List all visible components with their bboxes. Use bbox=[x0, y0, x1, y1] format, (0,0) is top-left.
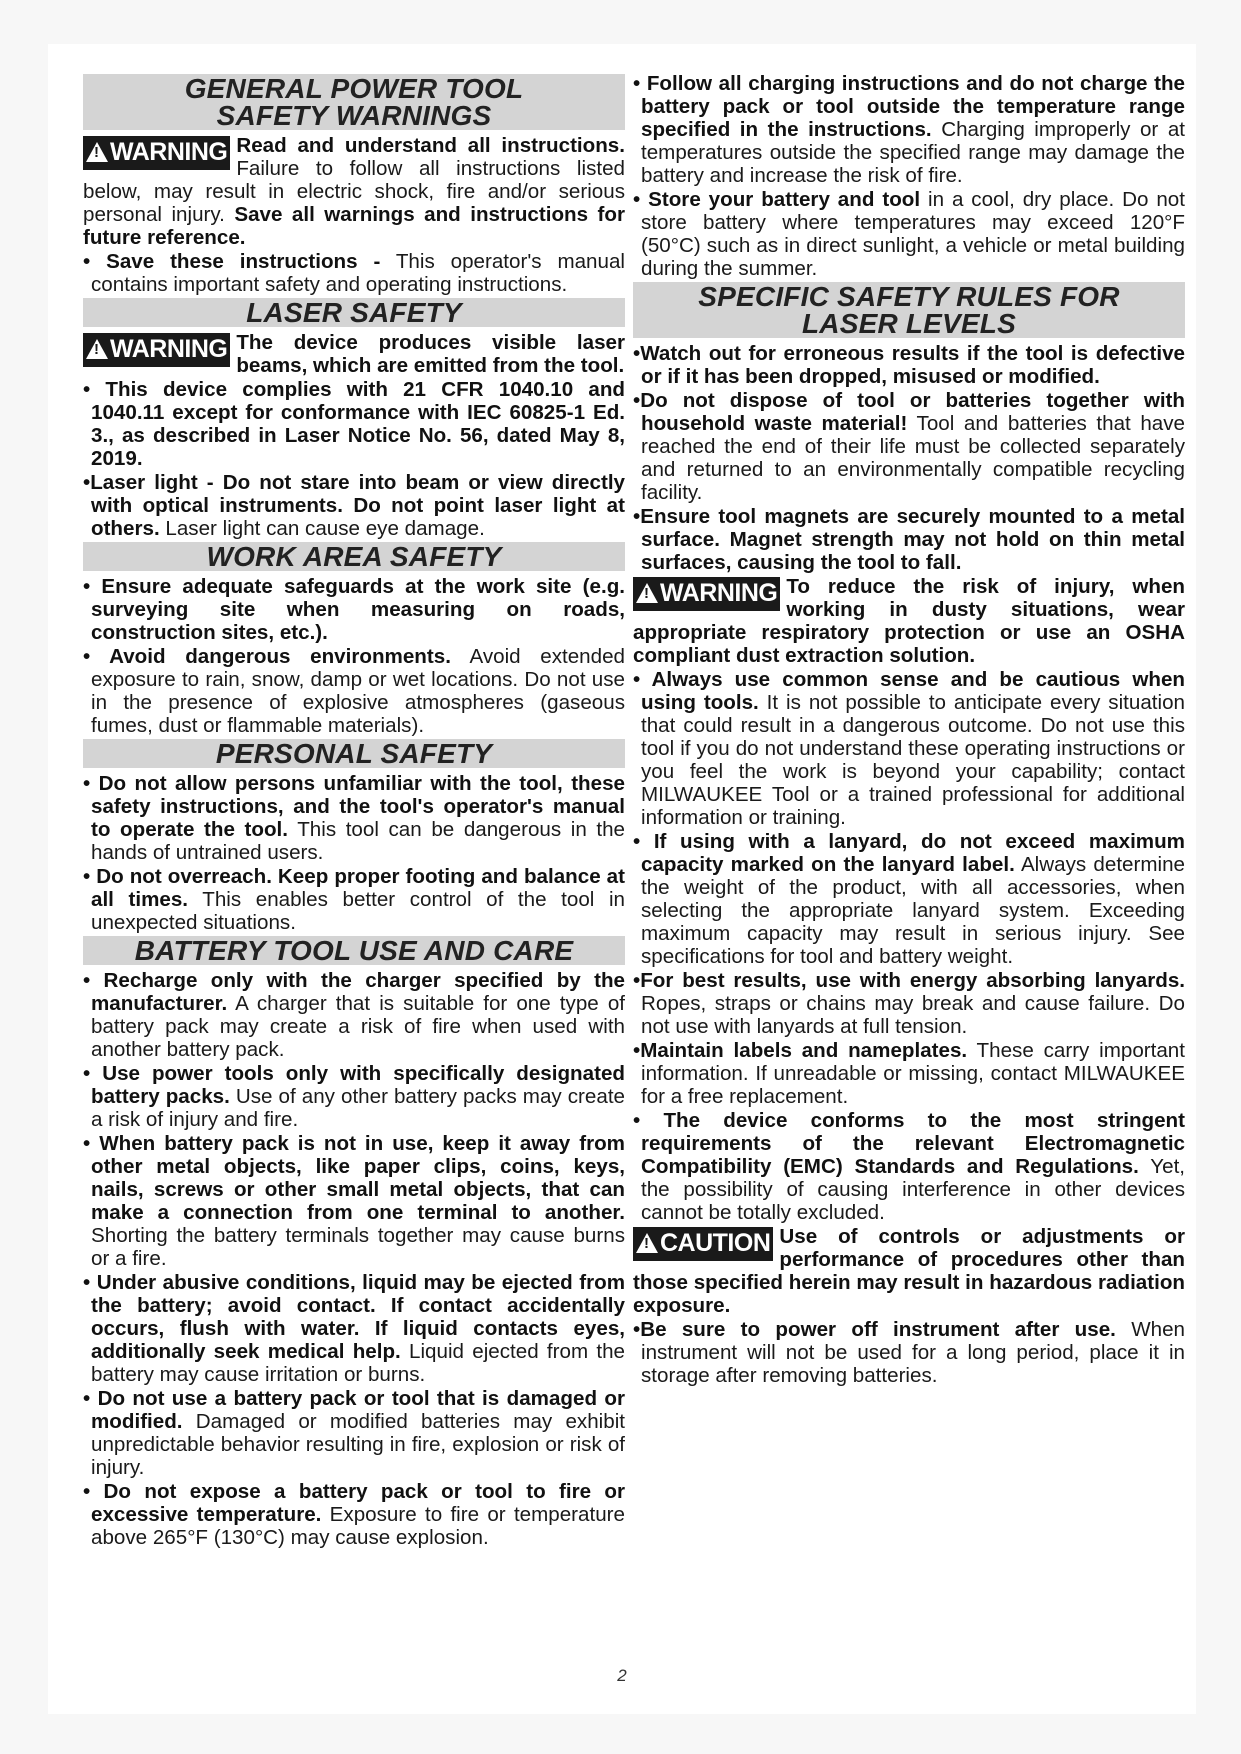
emc-item: • The device conforms to the most stringent requirements of the relevant Electromagnetic Compatibility (EMC) Standards and Regulations. Yet, the possibility of causing interference in other devices cannot be totally excluded. bbox=[633, 1109, 1186, 1224]
general-safety-heading bbox=[83, 74, 625, 130]
laser-safety-heading: LASER SAFETY bbox=[83, 298, 625, 327]
magnets-item: •Ensure tool magnets are securely mounted to a metal surface. Magnet strength may not hold on thin metal surfaces, causing the tool to fall. bbox=[633, 505, 1185, 574]
right-column bbox=[633, 72, 1185, 1388]
lanyard-capacity-item: • If using with a lanyard, do not exceed maximum capacity marked on the lanyard label. Always determine the weight of the product, with all accessories, when selecting the appropriate lanyard system. Exceeding maximum capacity may result in serious injury. See specifications for tool and battery weight. bbox=[633, 830, 1185, 968]
power-off-item: •Be sure to power off instrument after use. When instrument will not be used for a long period, place it in storage after removing batteries. bbox=[633, 1318, 1185, 1387]
keep-away-item: • When battery pack is not in use, keep it away from other metal objects, like paper clips, coins, keys, nails, screws or other small metal objects, that can make a connection from one terminal to another. Shorting the battery terminals together may cause burns or a fire. bbox=[83, 1132, 625, 1270]
energy-absorbing-item: •For best results, use with energy absorbing lanyards. Ropes, straps or chains may break and cause failure. Do not use with lanyards at full tension. bbox=[633, 969, 1185, 1038]
abusive-conditions-item: • Under abusive conditions, liquid may be ejected from the battery; avoid contact. If contact accidentally occurs, flush with water. If liquid contacts eyes, additionally seek medical help. Liquid ejected from the battery may cause irritation or burns. bbox=[83, 1271, 625, 1386]
laser-warning-paragraph: !WARNING The device produces visible laser beams, which are emitted from the tool. bbox=[83, 331, 625, 377]
designated-packs-item: • Use power tools only with specifically designated battery packs. Use of any other battery packs may create a risk of injury and fire. bbox=[83, 1062, 625, 1131]
unfamiliar-persons-item: • Do not allow persons unfamiliar with the tool, these safety instructions, and the tool's operator's manual to operate the tool. This tool can be dangerous in the hands of untrained users. bbox=[83, 772, 626, 864]
recharge-item: • Recharge only with the charger specified by the manufacturer. A charger that is suitable for one type of battery pack may create a risk of fire when used with another battery pack. bbox=[83, 969, 625, 1061]
overreach-item: • Do not overreach. Keep proper footing and balance at all times. This enables better control of the tool in unexpected situations. bbox=[83, 865, 625, 934]
warning-label: !WARNING bbox=[83, 333, 230, 367]
warning-triangle-icon bbox=[636, 583, 658, 603]
disposal-item: •Do not dispose of tool or batteries together with household waste material! Tool and batteries that have reached the end of their life must be collected separately and returned to an environmentally compatible recycling facility. bbox=[633, 389, 1185, 504]
charging-item: • Follow all charging instructions and do not charge the battery pack or tool outside the temperature range specified in the instructions. Charging improperly or at temperatures outside the specified range may damage the battery and increase the risk of fire. bbox=[633, 72, 1185, 187]
personal-safety-heading: PERSONAL SAFETY bbox=[83, 739, 625, 768]
safeguards-item: • Ensure adequate safeguards at the work site (e.g. surveying site when measuring on roads, construction sites, etc.). bbox=[83, 575, 625, 644]
battery-care-heading: BATTERY TOOL USE AND CARE bbox=[83, 936, 625, 965]
heading-line-2: LASER LEVELS bbox=[802, 308, 1016, 339]
warning-label: !WARNING bbox=[633, 577, 780, 611]
heading-line-1: GENERAL POWER TOOL bbox=[184, 73, 524, 104]
warning-triangle-icon bbox=[86, 142, 108, 162]
labels-item: •Maintain labels and nameplates. These carry important information. If unreadable or missing, contact MILWAUKEE for a free replacement. bbox=[633, 1039, 1185, 1108]
fire-exposure-item: • Do not expose a battery pack or tool to fire or excessive temperature. Exposure to fire or temperature above 265°F (130°C) may cause explosion. bbox=[83, 1480, 625, 1549]
laser-light-item: •Laser light - Do not stare into beam or view directly with optical instruments. Do not point laser light at others. Laser light can cause eye damage. bbox=[83, 471, 625, 540]
dust-warning-paragraph: !WARNING To reduce the risk of injury, when working in dusty situations, wear appropriate respiratory protection or use an OSHA compliant dust extraction solution. bbox=[633, 575, 1185, 667]
heading-line-2: SAFETY WARNINGS bbox=[216, 100, 492, 131]
storage-item: • Store your battery and tool in a cool, dry place. Do not store battery where temperatures may exceed 120°F (50°C) such as in direct sunlight, a vehicle or metal building during the summer. bbox=[633, 188, 1185, 280]
warning-triangle-icon bbox=[86, 339, 108, 359]
manual-page bbox=[48, 44, 1196, 1714]
caution-label: !CAUTION bbox=[633, 1227, 773, 1261]
common-sense-item: • Always use common sense and be cautious when using tools. It is not possible to anticipate every situation that could result in a dangerous outcome. Do not use this tool if you do not understand these operating instructions or you feel the work is beyond your capability; contact MILWAUKEE Tool or a trained professional for additional information or training. bbox=[633, 668, 1185, 829]
page-number: 2 bbox=[617, 1666, 627, 1685]
damaged-pack-item: • Do not use a battery pack or tool that is damaged or modified. Damaged or modified batteries may exhibit unpredictable behavior resulting in fire, explosion or risk of injury. bbox=[83, 1387, 625, 1479]
caution-paragraph: !CAUTION Use of controls or adjustments or performance of procedures other than those specified herein may result in hazardous radiation exposure. bbox=[633, 1225, 1185, 1317]
specific-rules-heading bbox=[633, 282, 1185, 338]
save-instructions-item: • Save these instructions - This operator's manual contains important safety and operating instructions. bbox=[83, 250, 625, 296]
work-area-heading: WORK AREA SAFETY bbox=[83, 542, 625, 571]
left-column bbox=[83, 72, 625, 1550]
laser-compliance-item: • This device complies with 21 CFR 1040.10 and 1040.11 except for conformance with IEC 60825-1 Ed. 3., as described in Laser Notice No. 56, dated May 8, 2019. bbox=[83, 378, 625, 470]
general-warning-paragraph: !WARNING Read and understand all instructions. Failure to follow all instructions listed below, may result in electric shock, fire and/or serious personal injury. Save all warnings and instructions for future reference. bbox=[83, 134, 625, 249]
dangerous-environments-item: • Avoid dangerous environments. Avoid extended exposure to rain, snow, damp or wet locations. Do not use in the presence of explosive atmospheres (gaseous fumes, dust or flammable materials). bbox=[83, 645, 625, 737]
warning-label: !WARNING bbox=[83, 136, 230, 170]
heading-line-1: SPECIFIC SAFETY RULES FOR bbox=[698, 281, 1120, 312]
warning-triangle-icon bbox=[636, 1233, 658, 1253]
erroneous-results-item: •Watch out for erroneous results if the tool is defective or if it has been dropped, misused or modified. bbox=[633, 342, 1185, 388]
